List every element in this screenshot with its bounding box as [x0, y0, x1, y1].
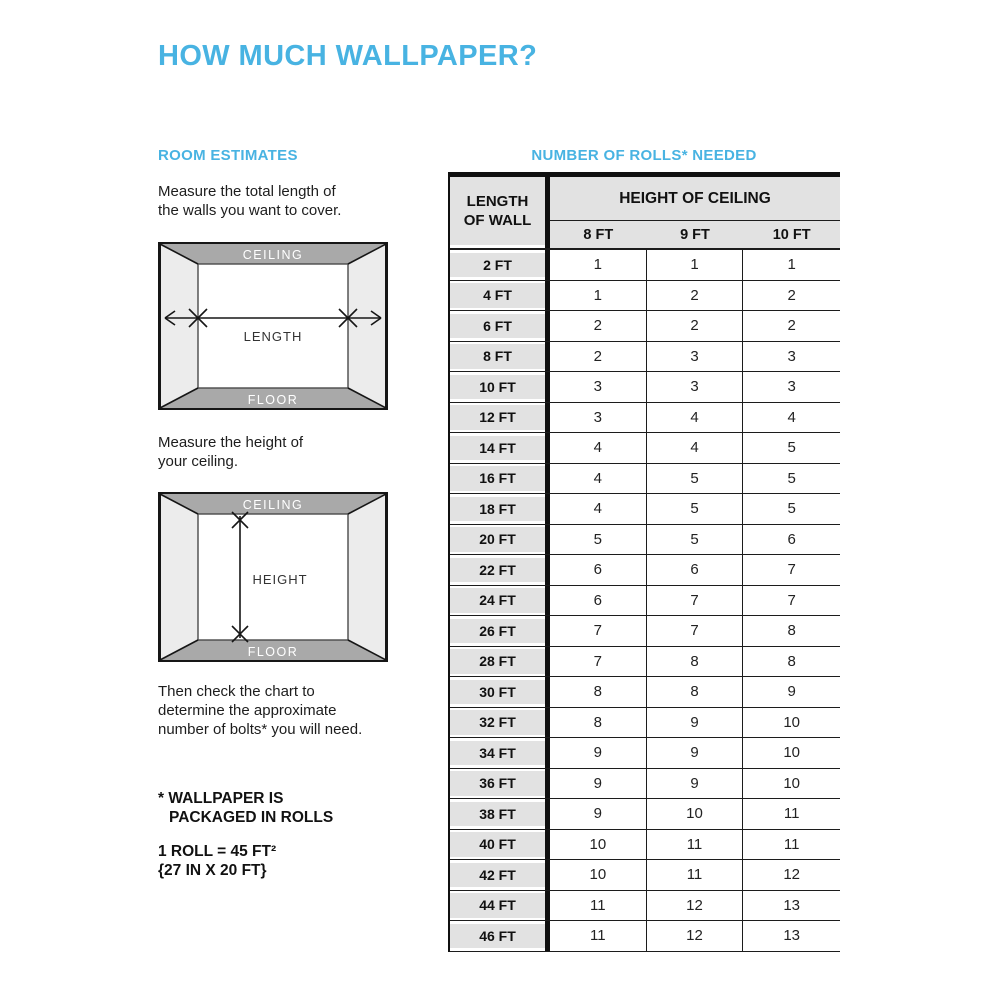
table-row [450, 677, 840, 708]
roll-count-cell: 7 [647, 616, 744, 646]
roll-count-cell: 8 [647, 677, 744, 707]
roll-count-cell: 12 [647, 891, 744, 921]
table-row [450, 281, 840, 312]
roll-count-cell: 11 [647, 860, 744, 890]
row-label-cell: 34 FT [450, 738, 550, 768]
instruction-measure-length [158, 182, 341, 220]
roll-count-cell: 5 [647, 525, 744, 555]
roll-count-cell: 4 [647, 433, 744, 463]
roll-count-cell: 11 [647, 830, 744, 860]
table-row [450, 494, 840, 525]
row-label-cell: 14 FT [450, 433, 550, 463]
instruction-measure-height [158, 433, 303, 471]
roll-count-cell: 8 [787, 622, 796, 640]
col-header-8ft: 8 FT [583, 226, 614, 243]
instruction-check-chart [158, 682, 362, 739]
roll-count-cell: 1 [787, 256, 796, 274]
row-label-cell: 46 FT [450, 921, 550, 951]
roll-count-cell: 3 [647, 342, 744, 372]
roll-count-cell: 4 [550, 464, 647, 494]
page-title: HOW MUCH WALLPAPER? [158, 40, 538, 72]
roll-count-cell: 2 [647, 281, 744, 311]
roll-size-line: 1 ROLL = 45 FT² [158, 843, 277, 860]
roll-count-cell: 10 [550, 830, 647, 860]
roll-count-cell: 7 [787, 561, 796, 579]
room-height-diagram [158, 492, 388, 662]
roll-count-cell: 11 [550, 921, 647, 951]
table-row [450, 433, 840, 464]
room-estimates-heading: ROOM ESTIMATES [158, 147, 298, 164]
roll-count-cell: 10 [783, 713, 800, 731]
roll-size-line: {27 IN X 20 FT} [158, 861, 267, 879]
row-label-cell: 8 FT [450, 342, 550, 372]
length-label: LENGTH [243, 329, 303, 344]
table-row [450, 311, 840, 342]
roll-count-cell: 1 [647, 250, 744, 280]
roll-count-cell: 7 [647, 586, 744, 616]
table-row [450, 799, 840, 830]
footnote-line: * WALLPAPER IS [158, 790, 284, 807]
roll-count-cell: 12 [647, 921, 744, 951]
table-header [450, 177, 840, 250]
row-label-cell: 2 FT [450, 250, 550, 280]
roll-count-cell: 6 [550, 555, 647, 585]
table-row [450, 464, 840, 495]
roll-count-cell: 6 [550, 586, 647, 616]
roll-count-cell: 9 [550, 769, 647, 799]
roll-count-cell: 2 [550, 342, 647, 372]
roll-count-cell: 12 [783, 866, 800, 884]
table-row [450, 860, 840, 891]
rolls-table-body [450, 250, 840, 952]
instruction-line: Then check the chart to [158, 683, 315, 700]
roll-count-cell: 1 [550, 281, 647, 311]
roll-count-cell: 4 [550, 494, 647, 524]
row-label-cell: 20 FT [450, 525, 550, 555]
roll-count-cell: 5 [647, 464, 744, 494]
row-label-cell: 42 FT [450, 860, 550, 890]
roll-count-cell: 6 [647, 555, 744, 585]
row-label-cell: 10 FT [450, 372, 550, 402]
roll-count-cell: 3 [647, 372, 744, 402]
row-label-cell: 24 FT [450, 586, 550, 616]
table-row [450, 586, 840, 617]
table-row [450, 403, 840, 434]
rolls-table-heading: NUMBER OF ROLLS* NEEDED [531, 147, 757, 164]
table-row [450, 342, 840, 373]
roll-count-cell: 13 [783, 896, 800, 914]
corner-header-line: LENGTH [466, 193, 529, 210]
table-row [450, 708, 840, 739]
row-label-cell: 4 FT [450, 281, 550, 311]
roll-count-cell: 11 [783, 805, 800, 823]
height-of-ceiling-header: HEIGHT OF CEILING [550, 177, 840, 221]
row-label-cell: 30 FT [450, 677, 550, 707]
ceiling-label: CEILING [242, 248, 304, 262]
roll-count-cell: 10 [647, 799, 744, 829]
row-label-cell: 26 FT [450, 616, 550, 646]
roll-count-cell: 2 [787, 317, 796, 335]
row-label-cell: 12 FT [450, 403, 550, 433]
instruction-line: determine the approximate [158, 702, 337, 719]
roll-count-cell: 9 [647, 708, 744, 738]
table-row [450, 769, 840, 800]
ceiling-height-subheaders [550, 221, 840, 248]
col-header-9ft: 9 FT [680, 226, 710, 243]
roll-count-cell: 6 [787, 530, 796, 548]
table-row [450, 250, 840, 281]
room-length-diagram [158, 242, 388, 410]
floor-label: FLOOR [247, 393, 299, 407]
roll-count-cell: 8 [550, 677, 647, 707]
roll-count-cell: 5 [787, 439, 796, 457]
ceiling-label: CEILING [242, 498, 304, 512]
roll-size-info [158, 843, 276, 880]
roll-count-cell: 8 [550, 708, 647, 738]
roll-count-cell: 11 [550, 891, 647, 921]
table-row [450, 372, 840, 403]
roll-count-cell: 3 [787, 378, 796, 396]
row-label-cell: 22 FT [450, 555, 550, 585]
roll-count-cell: 1 [550, 250, 647, 280]
row-label-cell: 38 FT [450, 799, 550, 829]
instruction-line: your ceiling. [158, 453, 239, 470]
height-label: HEIGHT [252, 572, 308, 587]
roll-count-cell: 5 [787, 500, 796, 518]
roll-count-cell: 9 [787, 683, 796, 701]
roll-count-cell: 3 [550, 372, 647, 402]
roll-count-cell: 4 [647, 403, 744, 433]
instruction-line: Measure the total length of [158, 183, 336, 200]
table-row [450, 921, 840, 952]
roll-count-cell: 7 [550, 616, 647, 646]
roll-count-cell: 9 [550, 738, 647, 768]
roll-count-cell: 10 [550, 860, 647, 890]
instruction-line: the walls you want to cover. [158, 202, 342, 219]
table-row [450, 647, 840, 678]
footnote-line: PACKAGED IN ROLLS [169, 808, 334, 826]
rolls-footnote [158, 790, 333, 827]
roll-count-cell: 10 [783, 744, 800, 762]
instruction-line: Measure the height of [158, 434, 304, 451]
roll-count-cell: 5 [787, 469, 796, 487]
row-label-cell: 6 FT [450, 311, 550, 341]
table-row [450, 891, 840, 922]
row-label-cell: 18 FT [450, 494, 550, 524]
table-row [450, 525, 840, 556]
roll-count-cell: 9 [550, 799, 647, 829]
col-header-10ft: 10 FT [772, 226, 811, 243]
roll-count-cell: 9 [647, 769, 744, 799]
length-of-wall-header-cell [450, 177, 550, 248]
roll-count-cell: 7 [787, 591, 796, 609]
roll-count-cell: 9 [647, 738, 744, 768]
roll-count-cell: 4 [787, 408, 796, 426]
rolls-table [448, 172, 840, 952]
row-label-cell: 16 FT [450, 464, 550, 494]
table-row [450, 555, 840, 586]
table-row [450, 738, 840, 769]
instruction-line: number of bolts* you will need. [158, 721, 363, 738]
roll-count-cell: 8 [787, 652, 796, 670]
roll-count-cell: 2 [787, 286, 796, 304]
row-label-cell: 44 FT [450, 891, 550, 921]
roll-count-cell: 3 [787, 347, 796, 365]
roll-count-cell: 5 [647, 494, 744, 524]
roll-count-cell: 8 [647, 647, 744, 677]
roll-count-cell: 5 [550, 525, 647, 555]
roll-count-cell: 7 [550, 647, 647, 677]
row-label-cell: 36 FT [450, 769, 550, 799]
back-wall [198, 264, 348, 388]
roll-count-cell: 2 [647, 311, 744, 341]
row-label-cell: 32 FT [450, 708, 550, 738]
table-row [450, 616, 840, 647]
roll-count-cell: 4 [550, 433, 647, 463]
floor-label: FLOOR [247, 645, 299, 659]
row-label-cell: 40 FT [450, 830, 550, 860]
row-label-cell: 28 FT [450, 647, 550, 677]
roll-count-cell: 3 [550, 403, 647, 433]
roll-count-cell: 2 [550, 311, 647, 341]
roll-count-cell: 10 [783, 774, 800, 792]
roll-count-cell: 13 [783, 927, 800, 945]
roll-count-cell: 11 [783, 835, 800, 853]
corner-header-line: OF WALL [463, 212, 532, 229]
table-row [450, 830, 840, 861]
